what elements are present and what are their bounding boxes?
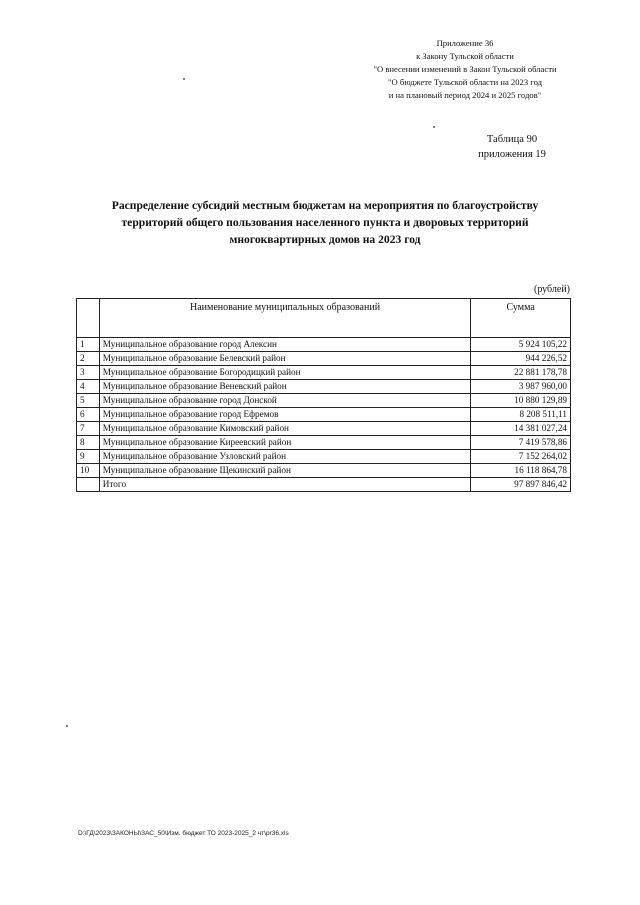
municipality-name: Муниципальное образование город Алексин — [99, 338, 471, 352]
table-row — [77, 394, 571, 408]
table-row — [77, 338, 571, 352]
municipality-name: Муниципальное образование Кимовский район — [99, 422, 471, 436]
subsidy-amount: 14 381 027,24 — [471, 422, 571, 436]
row-number: 9 — [77, 450, 100, 464]
table-row — [77, 366, 571, 380]
row-number: 1 — [77, 338, 100, 352]
header-line: к Закону Тульской области — [416, 51, 514, 61]
row-number: 4 — [77, 380, 100, 394]
sum-column-header: Сумма — [471, 299, 571, 338]
number-column-header — [77, 299, 100, 338]
title-line: Распределение субсидий местным бюджетам на мероприятия по благоустройству — [111, 199, 539, 212]
subsidy-amount: 3 987 960,00 — [471, 380, 571, 394]
header-line: "О бюджете Тульской области на 2023 год — [388, 77, 542, 87]
table-ref-line: Таблица 90 — [486, 134, 538, 145]
subsidy-amount: 7 419 578,86 — [471, 436, 571, 450]
table-row — [77, 380, 571, 394]
row-number: 2 — [77, 352, 100, 366]
table-ref-line: приложения 19 — [478, 149, 546, 160]
table-row — [77, 408, 571, 422]
municipality-name: Муниципальное образование Белевский район — [99, 352, 471, 366]
municipality-name: Муниципальное образование Киреевский район — [99, 436, 471, 450]
table-row — [77, 422, 571, 436]
document-title — [80, 197, 570, 248]
row-number — [77, 478, 100, 492]
scan-speck — [183, 78, 185, 80]
scan-speck — [66, 725, 68, 727]
total-row — [77, 478, 571, 492]
subsidy-amount: 5 924 105,22 — [471, 338, 571, 352]
title-line: территорий общего пользования населенного пункта и дворовых территорий — [121, 216, 529, 229]
header-line: Приложение 36 — [436, 38, 494, 48]
subsidy-amount: 10 880 129,89 — [471, 394, 571, 408]
municipality-name: Муниципальное образование город Донской — [99, 394, 471, 408]
row-number: 6 — [77, 408, 100, 422]
header-line: и на плановый период 2024 и 2025 годов" — [388, 90, 542, 100]
subsidy-amount: 16 118 864,78 — [471, 464, 571, 478]
row-number: 3 — [77, 366, 100, 380]
subsidy-amount: 22 881 178,78 — [471, 366, 571, 380]
title-line: многоквартирных домов на 2023 год — [229, 233, 421, 246]
subsidy-table — [76, 298, 571, 492]
municipality-name: Муниципальное образование Узловский район — [99, 450, 471, 464]
table-header-row — [77, 299, 571, 338]
table-row — [77, 436, 571, 450]
table-row — [77, 450, 571, 464]
row-number: 10 — [77, 464, 100, 478]
row-number: 8 — [77, 436, 100, 450]
table-row — [77, 464, 571, 478]
subsidy-amount: 7 152 264,02 — [471, 450, 571, 464]
table-body — [77, 338, 571, 492]
units-label: (рублей) — [533, 284, 570, 295]
row-number: 7 — [77, 422, 100, 436]
row-number: 5 — [77, 394, 100, 408]
municipality-name: Муниципальное образование город Ефремов — [99, 408, 471, 422]
name-column-header: Наименование муниципальных образований — [99, 299, 471, 338]
table-reference — [467, 132, 557, 162]
scan-speck — [433, 126, 435, 128]
municipality-name: Муниципальное образование Богородицкий район — [99, 366, 471, 380]
subsidy-amount: 8 208 511,11 — [471, 408, 571, 422]
municipality-name: Итого — [99, 478, 471, 492]
municipality-name: Муниципальное образование Веневский район — [99, 380, 471, 394]
municipality-name: Муниципальное образование Щекинский район — [99, 464, 471, 478]
file-path: D:\ГД\2023\ЗАКОНЫ\ЗАС_50\Изм. бюджет ТО 2023-2025_2 чт\pr36.xls — [78, 830, 289, 837]
header-line: "О внесении изменений в Закон Тульской области — [373, 64, 557, 74]
subsidy-amount: 97 897 846,42 — [471, 478, 571, 492]
subsidy-amount: 944 226,52 — [471, 352, 571, 366]
appendix-header — [340, 37, 590, 102]
table-row — [77, 352, 571, 366]
